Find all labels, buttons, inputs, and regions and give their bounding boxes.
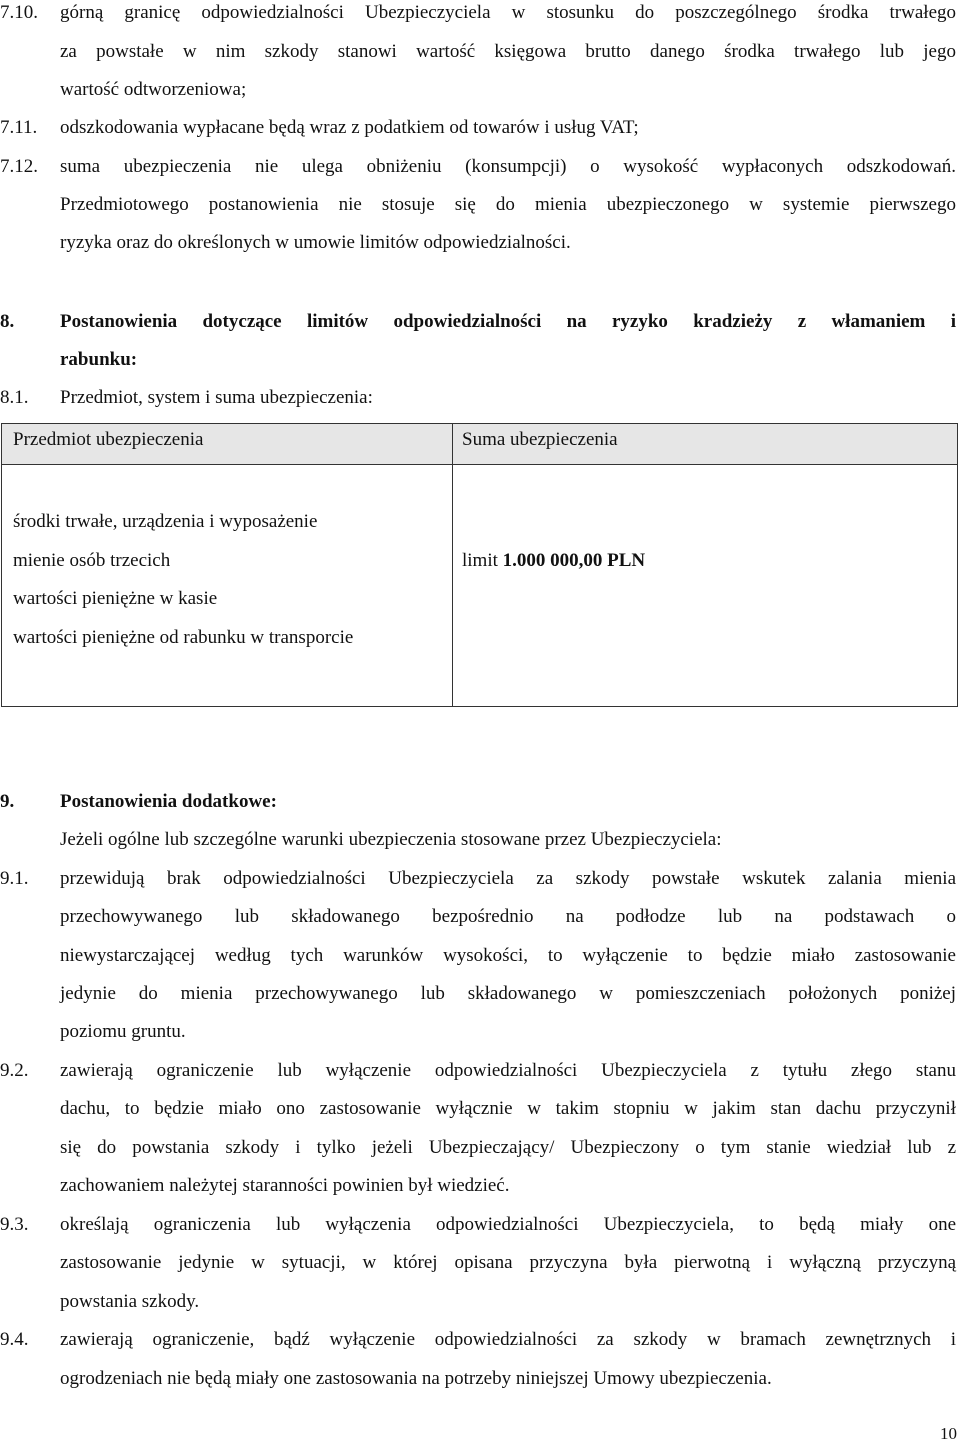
paragraph-line: Przedmiot, system i suma ubezpieczenia:: [60, 387, 373, 408]
column-divider: [452, 424, 453, 706]
paragraph-line: suma ubezpieczenia nie ulega obniżeniu (konsumpcji) o wysokość wypłaconych odszkodowań.: [60, 156, 956, 177]
item-number: 9.1.: [0, 868, 29, 889]
table-header-sum: Suma ubezpieczenia: [462, 429, 618, 450]
paragraph-line: górną granicę odpowiedzialności Ubezpieczyciela w stosunku do poszczególnego środka trwałego: [60, 2, 956, 23]
paragraph-line: określają ograniczenia lub wyłączenia odpowiedzialności Ubezpieczyciela, to będą miały one: [60, 1214, 956, 1235]
item-number: 8.1.: [0, 387, 29, 408]
paragraph-line: dachu, to będzie miało ono zastosowanie wyłącznie w takim stopniu w jakim stan dachu przyczynił: [60, 1098, 956, 1119]
paragraph-line: zawierają ograniczenie lub wyłączenie odpowiedzialności Ubezpieczyciela z tytułu złego stanu: [60, 1060, 956, 1081]
section-number: 9.: [0, 791, 15, 812]
table-subject-item: środki trwałe, urządzenia i wyposażenie: [13, 511, 318, 532]
section-number: 8.: [0, 311, 15, 332]
table-limit: [462, 549, 645, 573]
paragraph-line: poziomu gruntu.: [60, 1021, 186, 1042]
item-number: 7.10.: [0, 2, 38, 23]
paragraph-line: zawierają ograniczenie, bądź wyłączenie odpowiedzialności za szkody w bramach zewnętrznych i: [60, 1329, 956, 1350]
item-number: 7.11.: [0, 117, 38, 138]
table-header-subject: Przedmiot ubezpieczenia: [13, 429, 204, 450]
paragraph-line: ogrodzeniach nie będą miały one zastosowania na potrzeby niniejszej Umowy ubezpieczenia.: [60, 1368, 772, 1389]
paragraph-line: powstania szkody.: [60, 1291, 200, 1312]
item-number: 9.4.: [0, 1329, 29, 1350]
paragraph-line: ryzyka oraz do określonych w umowie limitów odpowiedzialności.: [60, 232, 571, 253]
paragraph-line: przewidują brak odpowiedzialności Ubezpieczyciela za szkody powstałe wskutek zalania mienia: [60, 868, 956, 889]
item-number: 9.2.: [0, 1060, 29, 1081]
item-number: 9.3.: [0, 1214, 29, 1235]
table-subject-item: mienie osób trzecich: [13, 550, 171, 571]
paragraph-line: zachowaniem należytej staranności powinien był wiedzieć.: [60, 1175, 510, 1196]
limit-prefix: limit: [462, 550, 503, 571]
paragraph-line: odszkodowania wypłacane będą wraz z podatkiem od towarów i usług VAT;: [60, 117, 639, 138]
limit-value: 1.000 000,00 PLN: [502, 550, 646, 571]
page-number: 10: [940, 1424, 957, 1443]
section-heading: Postanowienia dodatkowe:: [60, 791, 277, 812]
paragraph-line: niewystarczającej według tych warunków wysokości, to wyłączenie to będzie miało zastosowanie: [60, 945, 956, 966]
insurance-sum-table: [1, 423, 958, 707]
paragraph-line: przechowywanego lub składowanego bezpośrednio na podłodze lub na podstawach o: [60, 906, 956, 927]
table-subject-item: wartości pieniężne w kasie: [13, 588, 218, 609]
table-subject-item: wartości pieniężne od rabunku w transporcie: [13, 627, 354, 648]
paragraph-line: się do powstania szkody i tylko jeżeli Ubezpieczający/ Ubezpieczony o tym stanie wiedział lub z: [60, 1137, 956, 1158]
paragraph-line: Jeżeli ogólne lub szczególne warunki ubezpieczenia stosowane przez Ubezpieczyciela:: [60, 829, 722, 850]
paragraph-line: za powstałe w nim szkody stanowi wartość księgowa brutto danego środka trwałego lub jego: [60, 41, 956, 62]
paragraph-line: jedynie do mienia przechowywanego lub składowanego w pomieszczeniach położonych poniżej: [60, 983, 956, 1004]
item-number: 7.12.: [0, 156, 38, 177]
section-heading: Postanowienia dotyczące limitów odpowiedzialności na ryzyko kradzieży z włamaniem i: [60, 311, 956, 332]
paragraph-line: zastosowanie jedynie w sytuacji, w której opisana przyczyna była pierwotną i wyłączną przyczyną: [60, 1252, 956, 1273]
paragraph-line: wartość odtworzeniowa;: [60, 79, 247, 100]
paragraph-line: Przedmiotowego postanowienia nie stosuje się do mienia ubezpieczonego w systemie pierwszego: [60, 194, 956, 215]
section-heading: rabunku:: [60, 349, 138, 370]
